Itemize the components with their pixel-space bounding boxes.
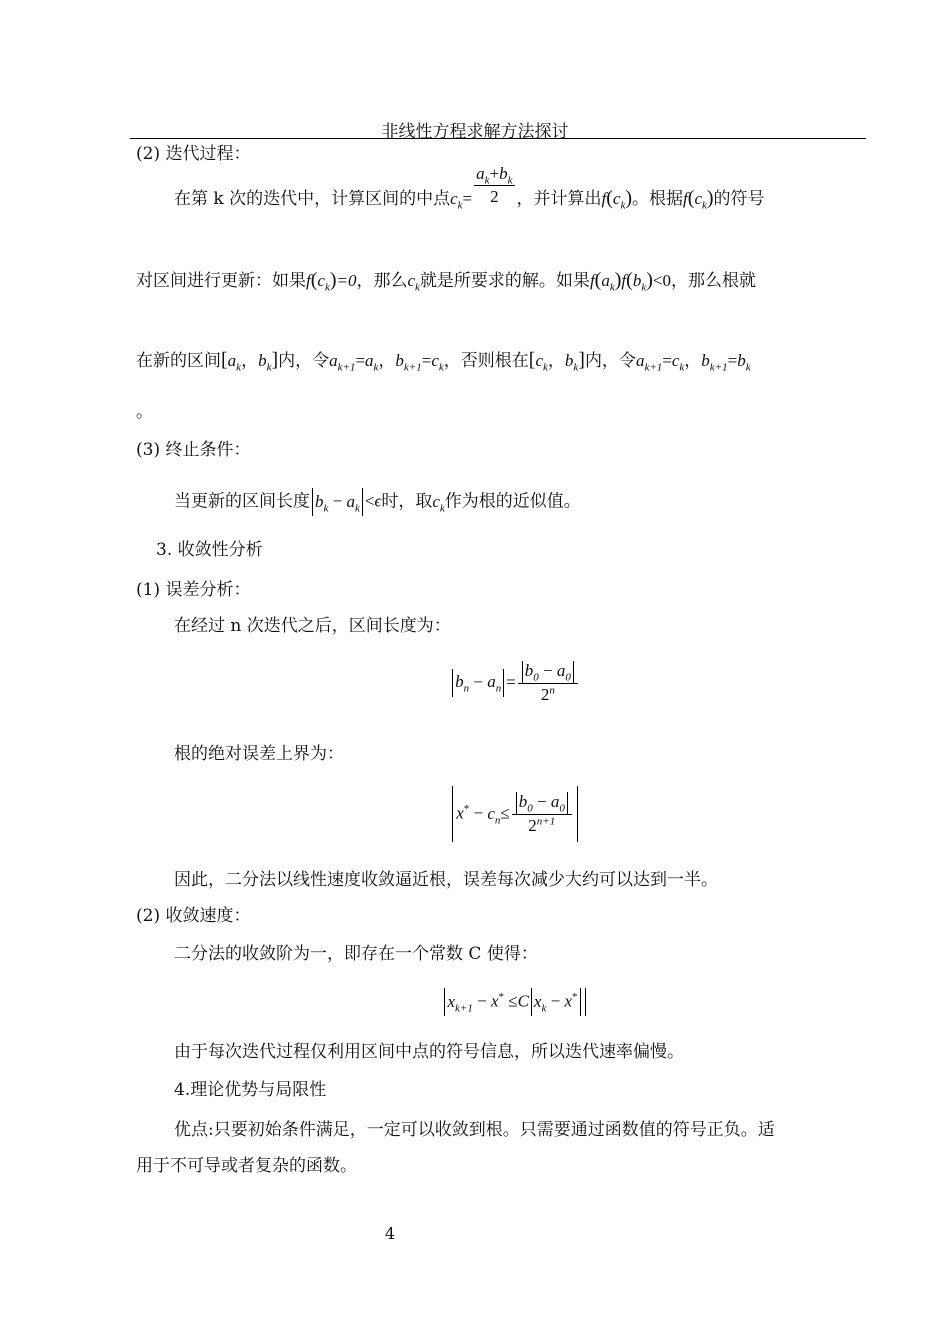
convergence-speed-paragraph: 二分法的收敛阶为一，即存在一个常数 C 使得： [174,944,538,964]
iteration-paragraph-line-3: 在新的区间[$a_k$，$b_k$]内，令$a_{k+1}=a_k$，$b_{k+1}=c_k$，否则根在[$c_k$，$b_k$]内，令$a_{k+1}=c_k$，$b_{k+1}=b_k$ [136,349,751,374]
error-bound-paragraph: 根的绝对误差上界为： [174,744,344,764]
midpoint-fraction: $\frac{a_k+b_k}{2}$ [476,164,513,206]
interval-length-equation: $b_n - a_n$ = $\frac{b_0 - a_0}{2^n}$ [40,660,950,706]
convergence-summary-paragraph: 因此，二分法以线性速度收敛逼近根，误差每次减少大约可以达到一半。 [174,870,718,890]
header-rule [130,138,866,139]
iteration-paragraph-line-2: 对区间进行更新：如果$f(c_k)=0$，那么$c_k$就是所要求的解。如果$f(a_k)f(b_k)<0$，那么根就 [136,269,756,294]
error-bound-equation: $x^* - c_n\le$ $\frac{b_0 - a_0}{2^{n+1}}$ [40,786,950,842]
convergence-speed-heading: (2) 收敛速度： [136,906,251,926]
error-analysis-paragraph: 在经过 n 次迭代之后，区间长度为： [174,616,451,636]
advantages-paragraph-line-1: 优点:只要初始条件满足，一定可以收敛到根。只需要通过函数值的符号正负。适 [174,1120,775,1140]
iteration-paragraph-line-4: 。 [136,402,153,422]
slow-rate-paragraph: 由于每次迭代过程仅利用区间中点的符号信息，所以迭代速率偏慢。 [174,1042,684,1062]
iteration-heading: (2) 迭代过程： [136,144,251,164]
convergence-section-heading: 3. 收敛性分析 [156,540,263,560]
page-number: 4 [384,1224,396,1243]
iteration-paragraph-line-1: 在第 k 次的迭代中，计算区间的中点$c_k=$ $\frac{a_k+b_k}{2}$ ，并计算出$f(c_k)$。根据$f(c_k)$的符号 [174,164,765,212]
error-analysis-heading: (1) 误差分析： [136,580,251,600]
linear-convergence-equation: $x_{k+1} - x^* \le C$ $x_k - x^*$ [40,988,950,1016]
stop-paragraph: 当更新的区间长度 $b_k - a_k <\epsilon$时，取$c_k$作为根的近似值。 [174,488,581,516]
running-header: 非线性方程求解方法探讨 [381,122,569,142]
advantages-paragraph-line-2: 用于不可导或者复杂的函数。 [136,1156,357,1176]
advantages-heading: 4.理论优势与局限性 [174,1080,327,1100]
stop-heading: (3) 终止条件： [136,440,251,460]
